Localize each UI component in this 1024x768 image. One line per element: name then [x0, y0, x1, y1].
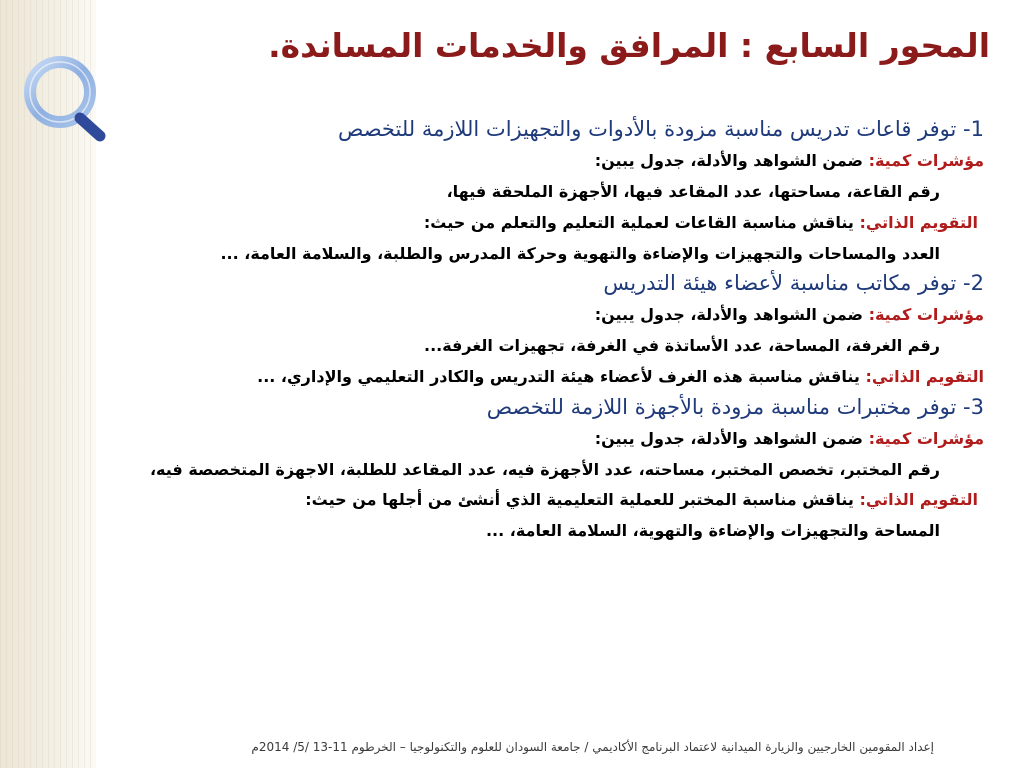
indicators-label: مؤشرات كمية:	[868, 151, 984, 170]
evaluation-text: يناقش مناسبة هذه الغرف لأعضاء هيئة التدريس والكادر التعليمي والإداري، ...	[257, 367, 866, 386]
section-number: 3-	[963, 395, 984, 419]
section-title: توفر قاعات تدريس مناسبة مزودة بالأدوات والتجهيزات اللازمة للتخصص	[337, 117, 957, 141]
section-heading	[114, 392, 984, 423]
page-title: المحور السابع : المرافق والخدمات المساندة.	[268, 26, 990, 65]
section-title: توفر مكاتب مناسبة لأعضاء هيئة التدريس	[603, 271, 957, 295]
section-heading	[114, 268, 984, 299]
indicators-line	[114, 299, 984, 330]
evaluation-line	[114, 207, 984, 238]
indicators-text: ضمن الشواهد والأدلة، جدول يبين:	[594, 305, 869, 324]
evaluation-line	[114, 484, 984, 515]
evaluation-label: التقويم الذاتي:	[865, 367, 984, 386]
indicators-detail: رقم المختبر، تخصص المختبر، مساحته، عدد الأجهزة فيه، عدد المقاعد للطلبة، الاجهزة المتخصصة فيه،	[149, 460, 940, 479]
evaluation-label: التقويم الذاتي:	[859, 490, 978, 509]
evaluation-detail: المساحة والتجهيزات والإضاءة والتهوية، السلامة العامة، ...	[485, 521, 940, 540]
evaluation-text: يناقش مناسبة القاعات لعملية التعليم والتعلم من حيث:	[423, 213, 860, 232]
indicators-detail: رقم الغرفة، المساحة، عدد الأساتذة في الغرفة، تجهيزات الغرفة...	[423, 336, 940, 355]
main-content	[114, 114, 984, 546]
footer-note: إعداد المقومين الخارجيين والزيارة الميدانية لاعتماد البرنامج الأكاديمي / جامعة السودان للعلوم والتكنولوجيا – الخرطوم 11-13 /5/ 2014م	[251, 740, 934, 754]
indicators-text: ضمن الشواهد والأدلة، جدول يبين:	[594, 151, 869, 170]
evaluation-text: يناقش مناسبة المختبر للعملية التعليمية الذي أنشئ من أجلها من حيث:	[305, 490, 860, 509]
indicators-line	[114, 145, 984, 176]
evaluation-detail: العدد والمساحات والتجهيزات والإضاءة والتهوية وحركة المدرس والطلبة، والسلامة العامة، ...	[220, 244, 940, 263]
magnifier-q-icon	[22, 44, 106, 148]
section-title: توفر مختبرات مناسبة مزودة بالأجهزة اللازمة للتخصص	[486, 395, 957, 419]
indicators-detail: رقم القاعة، مساحتها، عدد المقاعد فيها، الأجهزة الملحقة فيها،	[446, 182, 940, 201]
section-number: 1-	[963, 117, 984, 141]
indicators-label: مؤشرات كمية:	[868, 429, 984, 448]
section-heading	[114, 114, 984, 145]
indicators-label: مؤشرات كمية:	[868, 305, 984, 324]
section-number: 2-	[963, 271, 984, 295]
evaluation-label: التقويم الذاتي:	[859, 213, 978, 232]
indicators-line	[114, 423, 984, 454]
indicators-text: ضمن الشواهد والأدلة، جدول يبين:	[594, 429, 869, 448]
evaluation-line	[114, 361, 984, 392]
